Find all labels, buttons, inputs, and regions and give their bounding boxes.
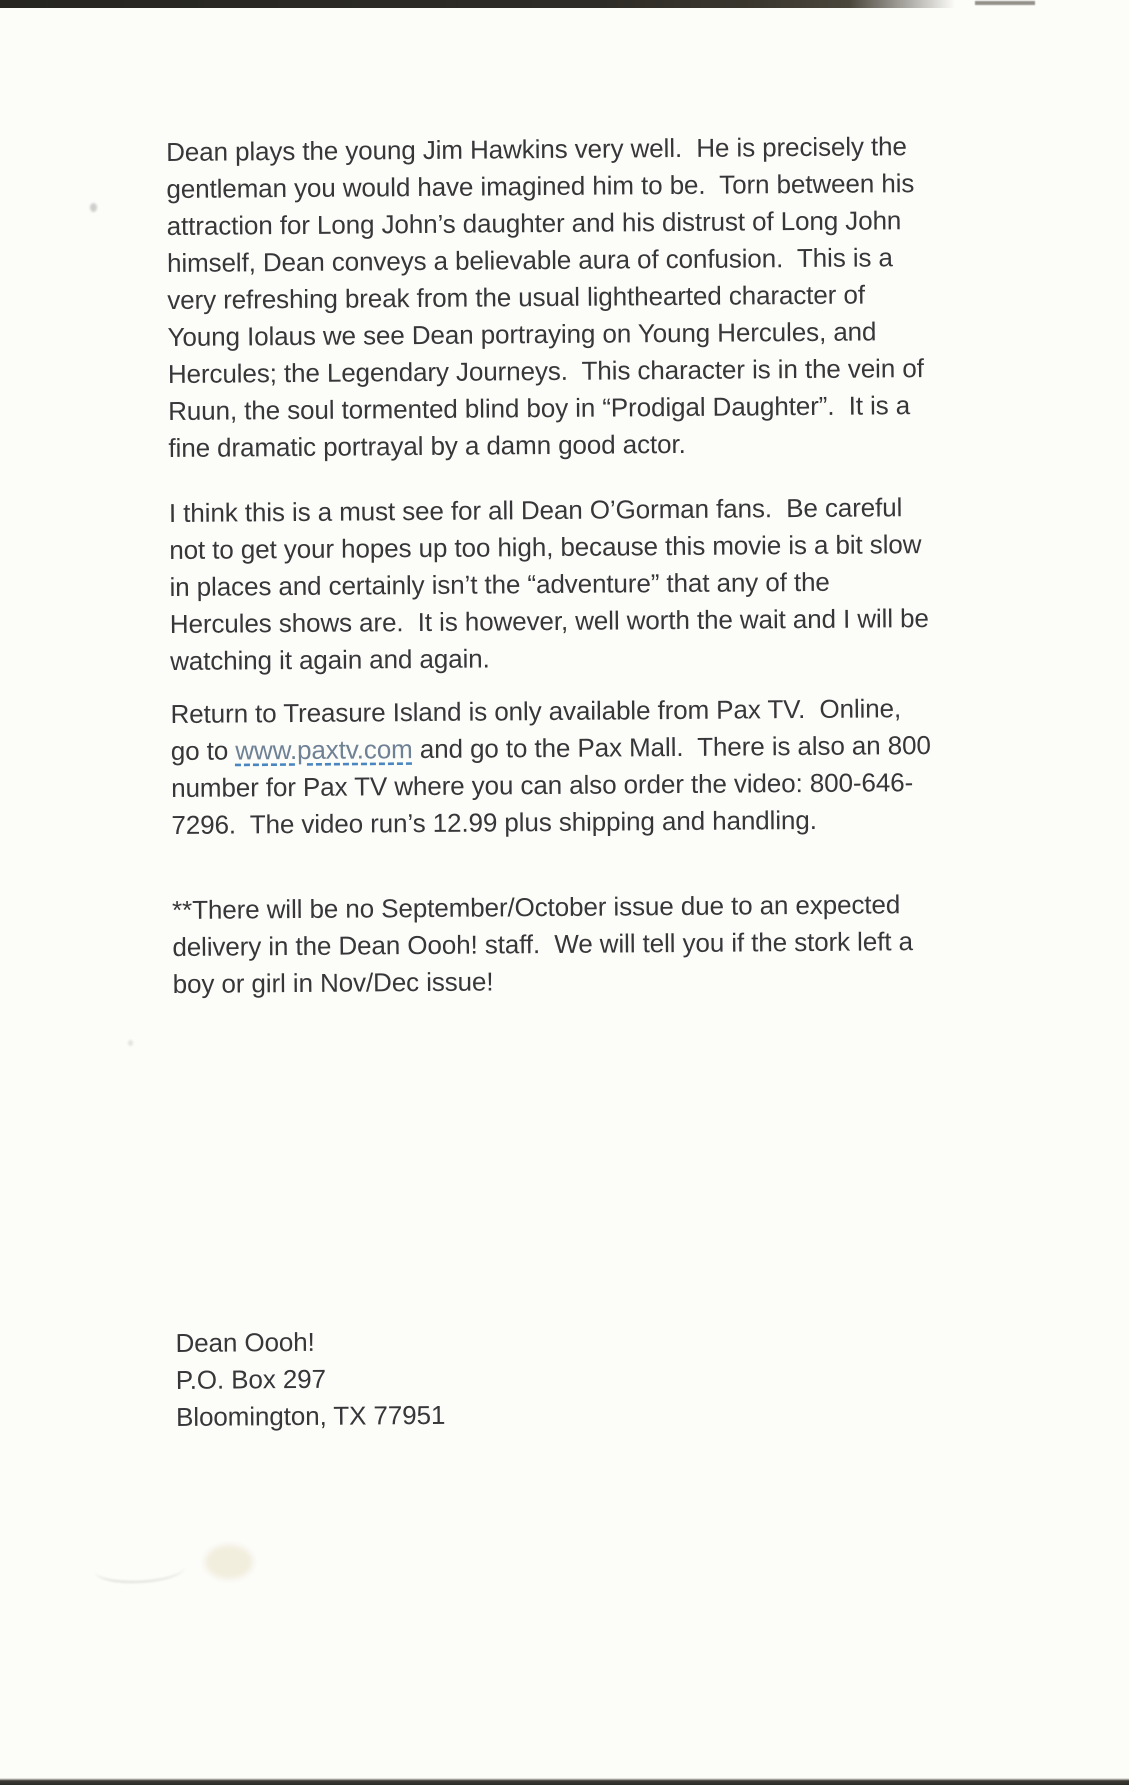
paragraph-availability: [170, 690, 971, 844]
text-line: fine dramatic portrayal by a damn good actor.: [168, 428, 686, 463]
text-line: boy or girl in Nov/Dec issue!: [172, 966, 494, 999]
text-line: Young Iolaus we see Dean portraying on Young Hercules, and: [167, 316, 877, 352]
link-prefix-text: go to: [170, 735, 236, 766]
address-po-box: P.O. Box 297: [175, 1363, 326, 1395]
text-line: attraction for Long John’s daughter and his distrust of Long John: [166, 205, 902, 241]
scan-edge-bottom-bar: [0, 1778, 1129, 1785]
link-suffix-text: and go to the Pax Mall. There is also an 800: [412, 730, 931, 765]
text-line: delivery in the Dean Oooh! staff. We will tell you if the stork left a: [172, 926, 913, 962]
text-line: 7296. The video run’s 12.99 plus shipping and handling.: [171, 804, 817, 840]
address-name: Dean Oooh!: [175, 1326, 315, 1358]
address-city-state-zip: Bloomington, TX 77951: [175, 1399, 446, 1432]
scan-edge-top-fragment: [975, 1, 1035, 5]
paragraph-recommendation: [169, 489, 970, 680]
scan-edge-top-bar: [0, 0, 965, 8]
text-line: gentleman you would have imagined him to be. Torn between his: [166, 168, 915, 204]
text-line: not to get your hopes up too high, because this movie is a bit slow: [169, 529, 922, 565]
body-text: [166, 128, 976, 1436]
text-line: watching it again and again.: [170, 643, 490, 676]
text-line: I think this is a must see for all Dean O’Gorman fans. Be careful: [168, 492, 903, 528]
paxtv-link: www.paxtv.com: [235, 734, 413, 766]
mailing-address: [175, 1319, 976, 1436]
text-line-with-link: [171, 727, 971, 770]
scan-smudge: [95, 1555, 185, 1583]
text-line: very refreshing break from the usual lighthearted character of: [167, 279, 866, 315]
scan-smudge: [205, 1545, 253, 1579]
paragraph-review: [166, 128, 969, 467]
text-line: Hercules shows are. It is however, well worth the wait and I will be: [169, 603, 929, 639]
scan-speck: [128, 1040, 133, 1046]
text-line: Dean plays the young Jim Hawkins very well. He is precisely the: [166, 131, 907, 167]
text-line: himself, Dean conveys a believable aura of confusion. This is a: [166, 242, 893, 278]
text-line: Return to Treasure Island is only available from Pax TV. Online,: [170, 693, 902, 729]
text-line: number for Pax TV where you can also order the video: 800-646-: [171, 767, 914, 803]
text-line: **There will be no September/October issue due to an expected: [171, 889, 901, 925]
text-line: Ruun, the soul tormented blind boy in “Prodigal Daughter”. It is a: [168, 390, 911, 426]
scan-speck: [90, 203, 97, 212]
paragraph-issue-notice: [172, 886, 973, 1003]
text-line: Hercules; the Legendary Journeys. This character is in the vein of: [167, 353, 924, 389]
text-line: in places and certainly isn’t the “adventure” that any of the: [169, 566, 830, 602]
